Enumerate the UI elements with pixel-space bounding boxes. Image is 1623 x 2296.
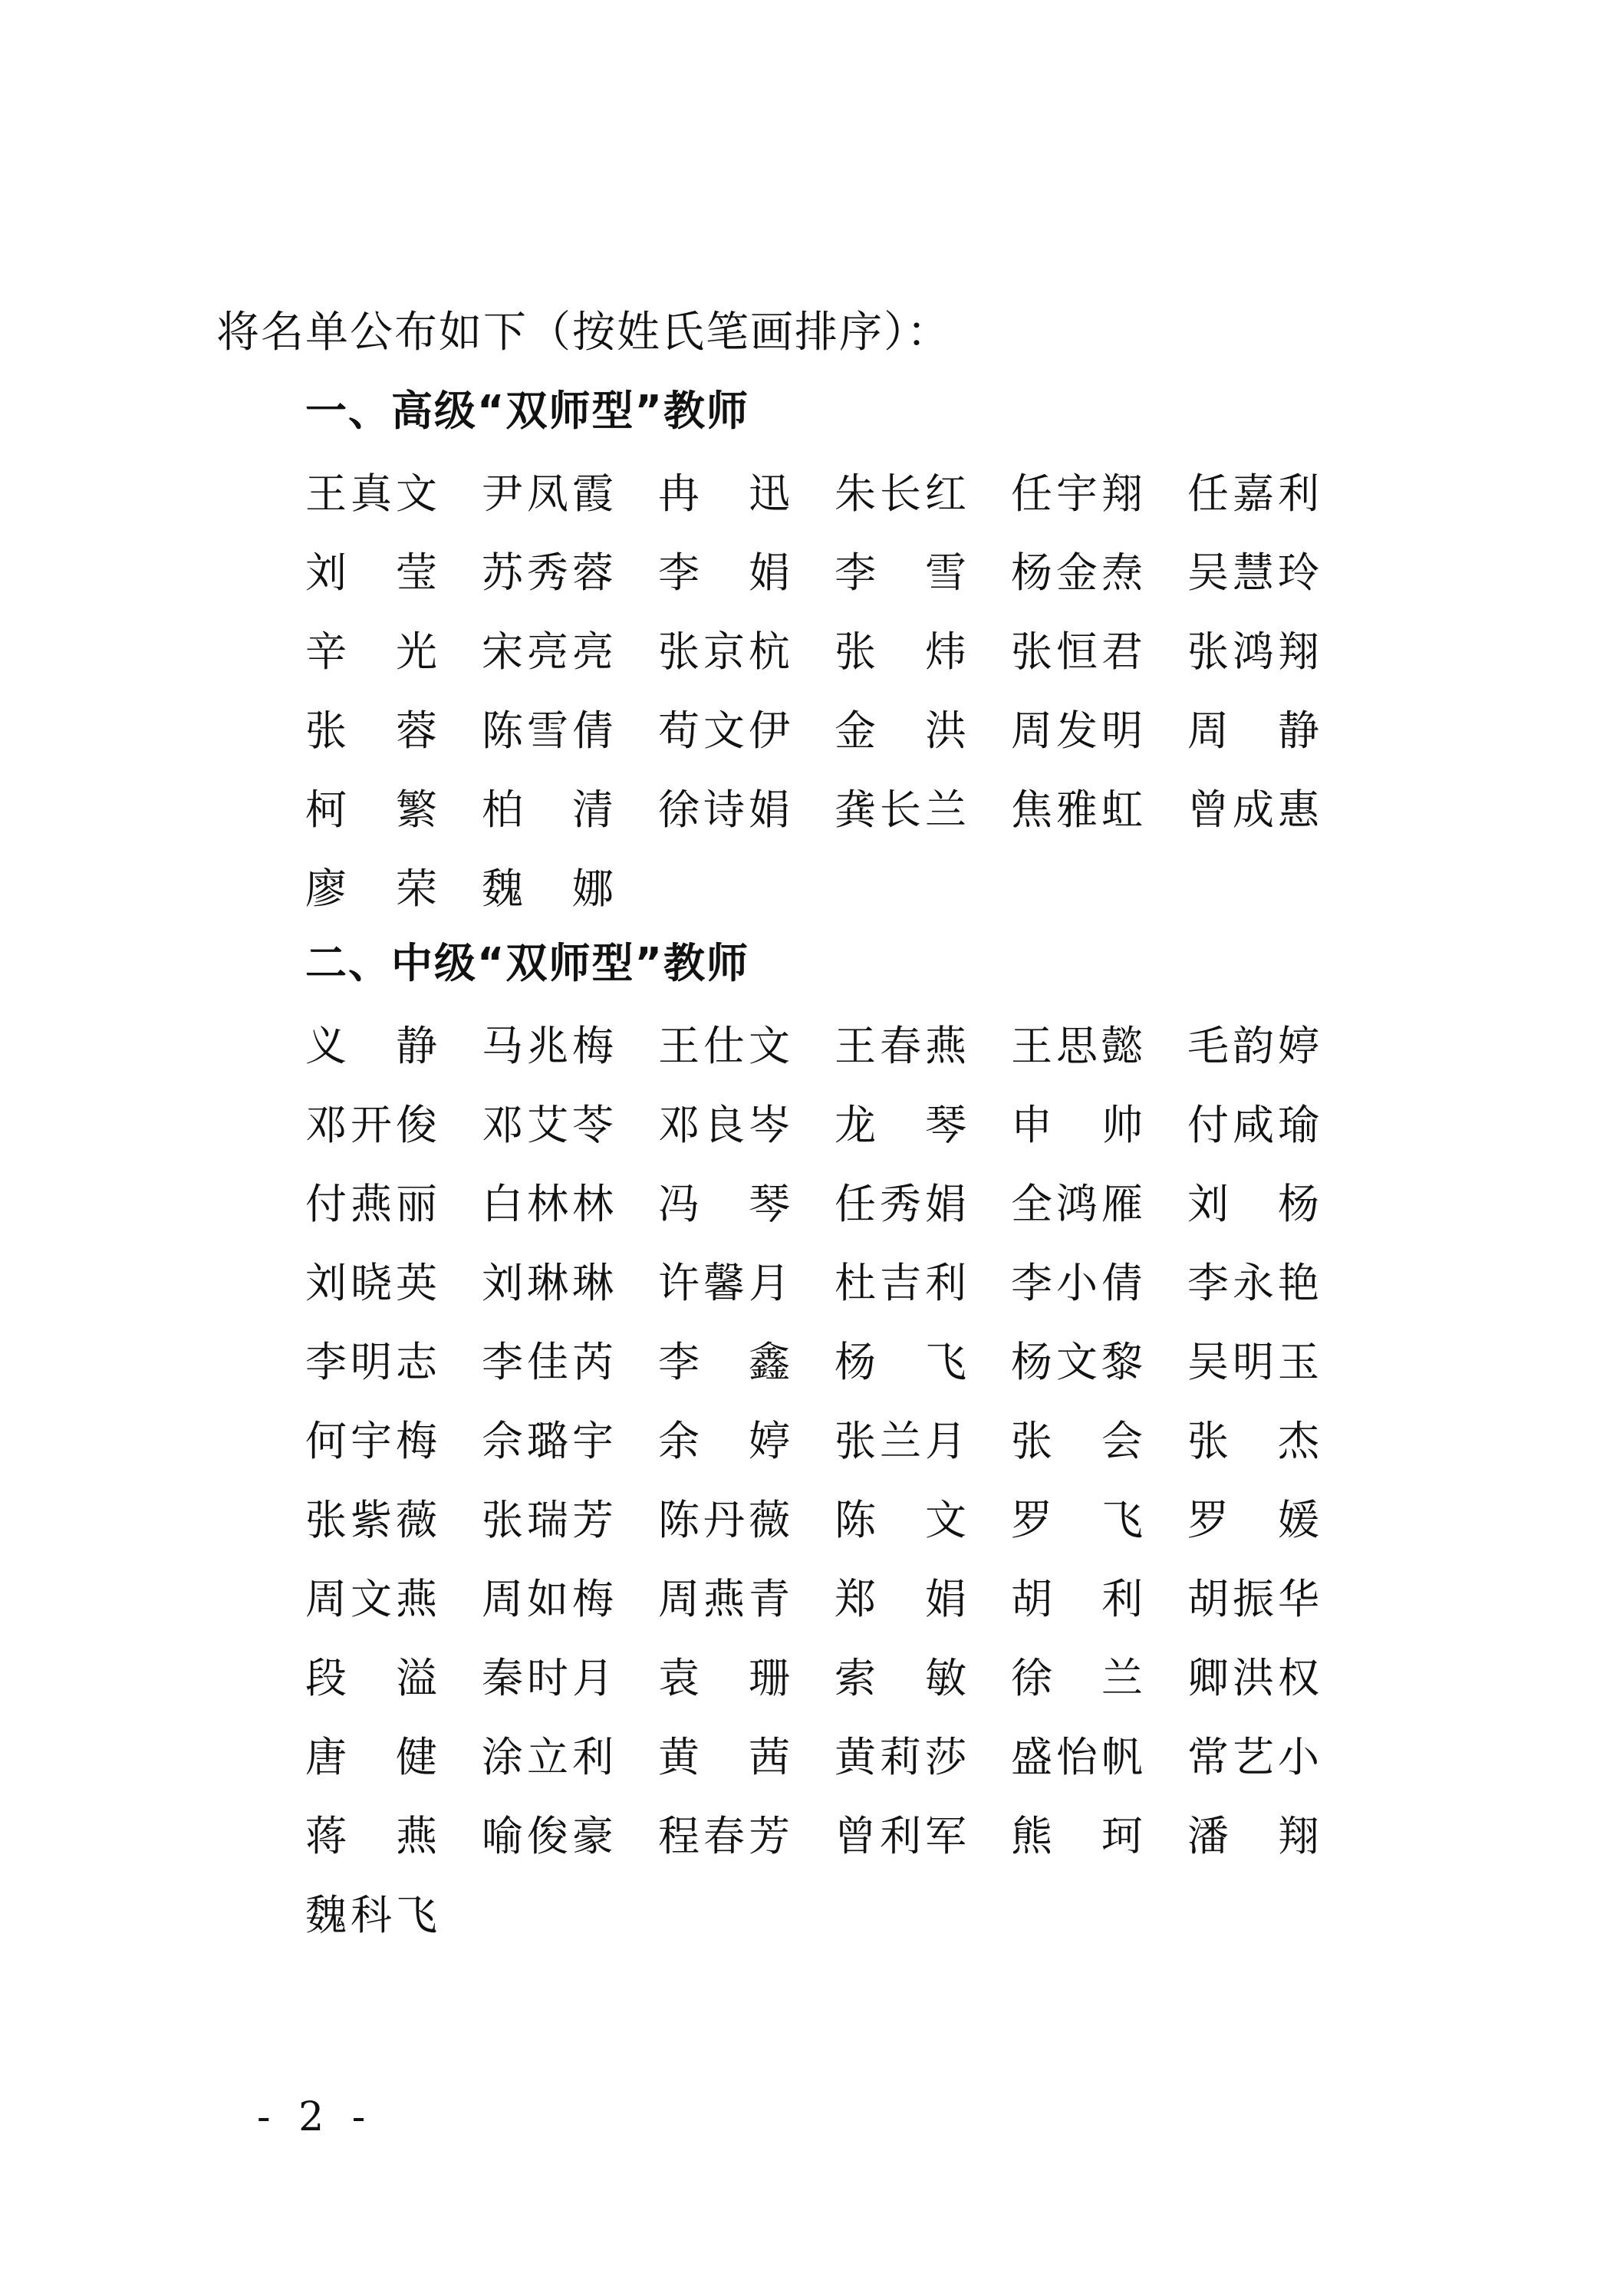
teacher-name: 周 静 <box>1187 706 1319 755</box>
teacher-name: 许 馨 月 <box>658 1258 790 1307</box>
teacher-name: 柏 清 <box>482 785 614 834</box>
teacher-name: 程 春 芳 <box>658 1811 790 1860</box>
teacher-name: 刘 杨 <box>1187 1179 1319 1228</box>
teacher-name: 杨 金 焘 <box>1011 548 1143 597</box>
teacher-name: 张 炜 <box>835 627 966 676</box>
teacher-name: 罗 媛 <box>1187 1495 1319 1544</box>
teacher-name: 杨 飞 <box>835 1337 966 1386</box>
teacher-name: 张 蓉 <box>305 706 437 755</box>
teacher-name: 徐 兰 <box>1011 1653 1143 1702</box>
teacher-name: 冯 琴 <box>658 1179 790 1228</box>
teacher-name: 秦 时 月 <box>482 1653 614 1702</box>
teacher-name: 魏 科 飞 <box>305 1890 437 1939</box>
teacher-name: 邓 良 岑 <box>658 1100 790 1149</box>
teacher-name: 焦 雅 虹 <box>1011 785 1143 834</box>
teacher-name: 罗 飞 <box>1011 1495 1143 1544</box>
teacher-name: 周 文 燕 <box>305 1574 437 1623</box>
teacher-name: 陈 丹 薇 <box>658 1495 790 1544</box>
teacher-name: 唐 健 <box>305 1732 437 1781</box>
teacher-name: 张 瑞 芳 <box>482 1495 614 1544</box>
teacher-name: 李 雪 <box>835 548 966 597</box>
teacher-name: 索 敏 <box>835 1653 966 1702</box>
teacher-name: 尹 凤 霞 <box>482 469 614 518</box>
teacher-name: 申 帅 <box>1011 1100 1143 1149</box>
teacher-name: 张 鸿 翔 <box>1187 627 1319 676</box>
teacher-name: 宋 亮 亮 <box>482 627 614 676</box>
teacher-name: 王 真 文 <box>305 469 437 518</box>
teacher-name: 张 紫 薇 <box>305 1495 437 1544</box>
teacher-name: 刘 晓 英 <box>305 1258 437 1307</box>
teacher-name: 李 佳 芮 <box>482 1337 614 1386</box>
teacher-name: 李 小 倩 <box>1011 1258 1143 1307</box>
page-number: - 2 - <box>257 2094 374 2140</box>
teacher-name: 何 宇 梅 <box>305 1416 437 1465</box>
teacher-name: 张 恒 君 <box>1011 627 1143 676</box>
section-heading: 二、中级“双师型”教师 <box>305 939 749 987</box>
teacher-name: 龙 琴 <box>835 1100 966 1149</box>
teacher-name: 刘 琳 琳 <box>482 1258 614 1307</box>
teacher-name: 余 婷 <box>658 1416 790 1465</box>
teacher-name: 陈 文 <box>835 1495 966 1544</box>
teacher-name: 义 静 <box>305 1021 437 1070</box>
teacher-name: 王 春 燕 <box>835 1021 966 1070</box>
teacher-name: 龚 长 兰 <box>835 785 966 834</box>
teacher-name: 卿 洪 权 <box>1187 1653 1319 1702</box>
teacher-name: 涂 立 利 <box>482 1732 614 1781</box>
teacher-name: 盛 怡 帆 <box>1011 1732 1143 1781</box>
teacher-name: 任 宇 翔 <box>1011 469 1143 518</box>
teacher-name: 袁 珊 <box>658 1653 790 1702</box>
intro-text: 将名单公布如下（按姓氏笔画排序）： <box>216 308 951 357</box>
teacher-name: 杜 吉 利 <box>835 1258 966 1307</box>
teacher-name: 张 兰 月 <box>835 1416 966 1465</box>
teacher-name: 朱 长 红 <box>835 469 966 518</box>
teacher-name: 黄 莉 莎 <box>835 1732 966 1781</box>
teacher-name: 全 鸿 雁 <box>1011 1179 1143 1228</box>
teacher-name: 白 林 林 <box>482 1179 614 1228</box>
teacher-name: 潘 翔 <box>1187 1811 1319 1860</box>
teacher-name: 张 京 杭 <box>658 627 790 676</box>
name-list <box>305 460 1433 934</box>
teacher-name: 任 秀 娟 <box>835 1179 966 1228</box>
teacher-name: 熊 珂 <box>1011 1811 1143 1860</box>
teacher-name: 胡 振 华 <box>1187 1574 1319 1623</box>
teacher-name: 李 明 志 <box>305 1337 437 1386</box>
teacher-name: 杨 文 黎 <box>1011 1337 1143 1386</box>
teacher-name: 曾 利 军 <box>835 1811 966 1860</box>
teacher-name: 邓 开 俊 <box>305 1100 437 1149</box>
teacher-name: 李 娟 <box>658 548 790 597</box>
teacher-name: 徐 诗 娟 <box>658 785 790 834</box>
teacher-name: 常 艺 小 <box>1187 1732 1319 1781</box>
teacher-name: 周 发 明 <box>1011 706 1143 755</box>
teacher-name: 张 会 <box>1011 1416 1143 1465</box>
teacher-name: 柯 繁 <box>305 785 437 834</box>
teacher-name: 王 思 懿 <box>1011 1021 1143 1070</box>
teacher-name: 付 燕 丽 <box>305 1179 437 1228</box>
teacher-name: 吴 慧 玲 <box>1187 548 1319 597</box>
teacher-name: 李 永 艳 <box>1187 1258 1319 1307</box>
teacher-name: 喻 俊 豪 <box>482 1811 614 1860</box>
teacher-name: 冉 迅 <box>658 469 790 518</box>
teacher-name: 陈 雪 倩 <box>482 706 614 755</box>
teacher-name: 付 咸 瑜 <box>1187 1100 1319 1149</box>
section-heading: 一、高级“双师型”教师 <box>305 387 749 435</box>
teacher-name: 辛 光 <box>305 627 437 676</box>
teacher-name: 毛 韵 婷 <box>1187 1021 1319 1070</box>
teacher-name: 马 兆 梅 <box>482 1021 614 1070</box>
teacher-name: 魏 娜 <box>482 864 614 913</box>
name-list <box>305 1012 1433 1960</box>
teacher-name: 吴 明 玉 <box>1187 1337 1319 1386</box>
teacher-name: 郑 娟 <box>835 1574 966 1623</box>
teacher-name: 黄 茜 <box>658 1732 790 1781</box>
teacher-name: 周 如 梅 <box>482 1574 614 1623</box>
teacher-name: 曾 成 惠 <box>1187 785 1319 834</box>
teacher-name: 任 嘉 利 <box>1187 469 1319 518</box>
teacher-name: 蒋 燕 <box>305 1811 437 1860</box>
teacher-name: 张 杰 <box>1187 1416 1319 1465</box>
teacher-name: 刘 莹 <box>305 548 437 597</box>
teacher-name: 苟 文 伊 <box>658 706 790 755</box>
teacher-name: 周 燕 青 <box>658 1574 790 1623</box>
senior-teachers-section <box>305 380 1433 934</box>
teacher-name: 胡 利 <box>1011 1574 1143 1623</box>
teacher-name: 金 洪 <box>835 706 966 755</box>
intermediate-teachers-section <box>305 933 1433 1960</box>
teacher-name: 邓 艾 苓 <box>482 1100 614 1149</box>
teacher-name: 廖 荣 <box>305 864 437 913</box>
teacher-name: 李 鑫 <box>658 1337 790 1386</box>
teacher-name: 王 仕 文 <box>658 1021 790 1070</box>
teacher-name: 佘 璐 宇 <box>482 1416 614 1465</box>
teacher-name: 段 溢 <box>305 1653 437 1702</box>
teacher-name: 苏 秀 蓉 <box>482 548 614 597</box>
